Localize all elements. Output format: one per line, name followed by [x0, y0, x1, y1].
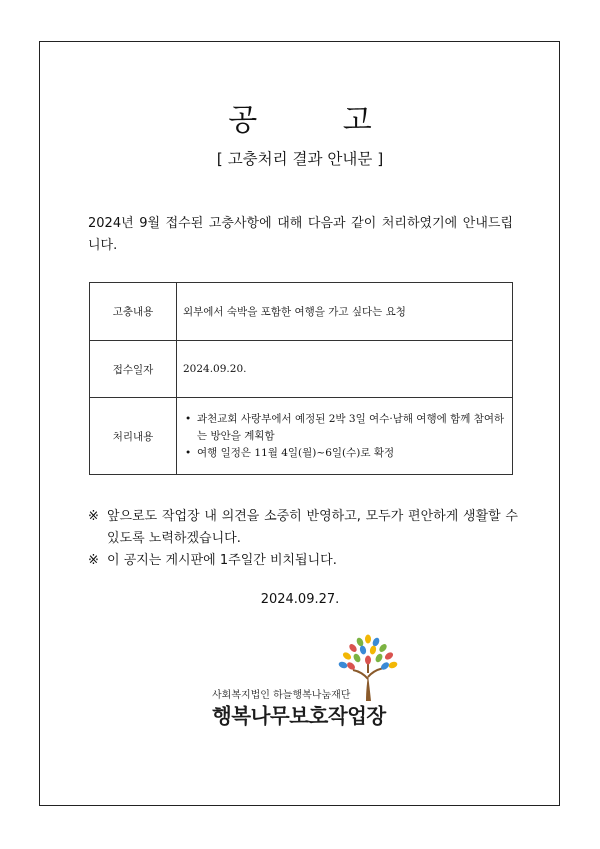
note-mark: ※: [88, 553, 99, 568]
notice-date: 2024.09.27.: [260, 592, 340, 607]
organization-logo: [206, 633, 416, 728]
organization-name: 행복나무보호작업장: [212, 704, 386, 728]
note-text: 앞으로도 작업장 내 의견을 소중히 반영하고, 모두가 편안하게 생활할 수 있도록 노력하겠습니다.: [107, 509, 518, 546]
note-item: [88, 550, 518, 572]
row-label: 고충내용: [90, 283, 177, 341]
notice-title: 공 고: [228, 103, 410, 138]
result-table: [89, 282, 513, 475]
foundation-name: 사회복지법인 하늘행복나눔재단: [212, 690, 351, 701]
table-row: [90, 398, 513, 475]
note-text: 이 공지는 게시판에 1주일간 비치됩니다.: [107, 553, 337, 568]
row-label: 처리내용: [90, 398, 177, 475]
notes: [88, 506, 518, 572]
intro-paragraph: 2024년 9월 접수된 고충사항에 대해 다음과 같이 처리하였기에 안내드립니다.: [88, 216, 513, 253]
note-mark: ※: [88, 509, 99, 524]
table-row: [90, 341, 513, 398]
list-item: • 여행 일정은 11월 4일(월)~6일(수)로 확정: [183, 445, 505, 462]
action-list: [183, 411, 511, 462]
row-value: 외부에서 숙박을 포함한 여행을 가고 싶다는 요청: [177, 283, 513, 341]
notice-subtitle: [ 고충처리 결과 안내문 ]: [216, 150, 384, 168]
row-value: 2024.09.20.: [177, 341, 513, 398]
note-item: [88, 506, 518, 550]
row-label: 접수일자: [90, 341, 177, 398]
table-row: [90, 283, 513, 341]
list-item: • 과천교회 사랑부에서 예정된 2박 3일 여수·남해 여행에 함께 참여하는 방안을 계획함: [183, 411, 505, 445]
row-value: [177, 398, 513, 475]
